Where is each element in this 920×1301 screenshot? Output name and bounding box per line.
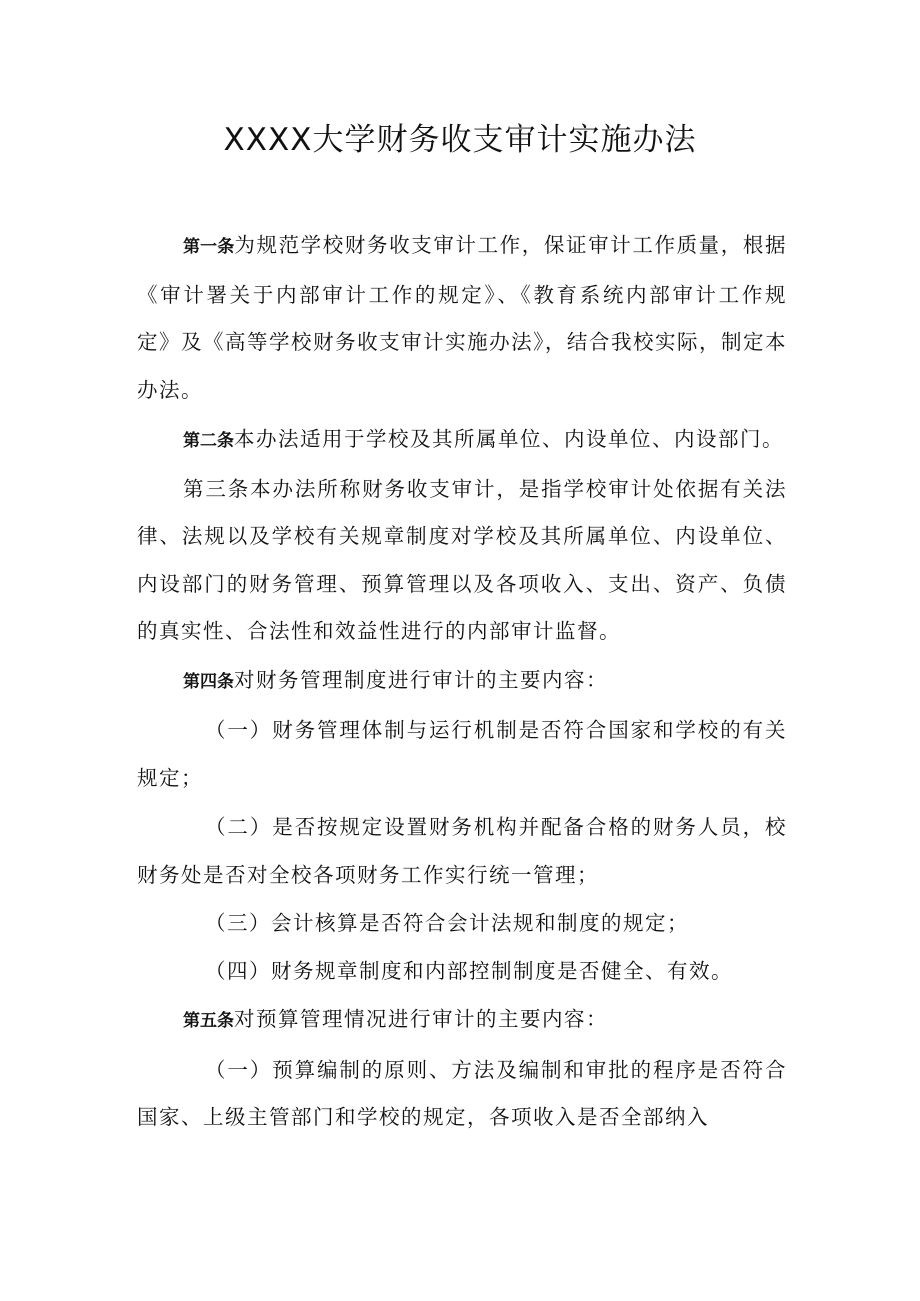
article-label: 第二条 — [183, 431, 234, 451]
article-text: 对预算管理情况进行审计的主要内容： — [234, 1007, 608, 1031]
list-item — [137, 948, 787, 996]
item-text: （一）财务管理体制与运行机制是否符合国家和学校的有关规定； — [137, 718, 787, 790]
item-text: （一）预算编制的原则、方法及编制和审批的程序是否符合国家、上级主管部门和学校的规定，各项收入是否全部纳入 — [137, 1057, 787, 1129]
article-text: 本办法适用于学校及其所属单位、内设单位、内设部门。 — [234, 427, 784, 451]
article-label: 第五条 — [183, 1011, 234, 1031]
item-text: （二）是否按规定设置财务机构并配备合格的财务人员，校财务处是否对全校各项财务工作实行统一管理； — [137, 815, 787, 887]
article-1 — [137, 222, 787, 414]
list-item — [137, 804, 787, 899]
document-title: XXXX大学财务收支审计实施办法 — [223, 122, 697, 158]
article-label: 第一条 — [183, 237, 235, 257]
article-2 — [137, 416, 787, 466]
article-text: 对财务管理制度进行审计的主要内容： — [234, 667, 608, 692]
item-text: （三）会计核算是否符合会计法规和制度的规定； — [205, 911, 689, 935]
item-text: （四）财务规章制度和内部控制制度是否健全、有效。 — [205, 958, 733, 983]
list-item — [137, 707, 787, 802]
article-3 — [137, 466, 787, 656]
article-text: 为规范学校财务收支审计工作，保证审计工作质量，根据《审计署关于内部审计工作的规定》、《教育系统内部审计工作规定》及《高等学校财务收支审计实施办法》，结合我校实际，制定本办法。 — [137, 233, 788, 402]
article-5 — [137, 996, 787, 1046]
list-item — [137, 900, 787, 948]
article-label: 第四条 — [183, 671, 234, 692]
list-item — [137, 1047, 787, 1142]
article-text: 第三条本办法所称财务收支审计，是指学校审计处依据有关法律、法规以及学校有关规章制度对学校及其所属单位、内设单位、内设部门的财务管理、预算管理以及各项收入、支出、资产、负债的真实性、合法性和效益性进行的内部审计监督。 — [137, 476, 787, 643]
document-body — [137, 222, 787, 1142]
article-4 — [137, 657, 787, 707]
